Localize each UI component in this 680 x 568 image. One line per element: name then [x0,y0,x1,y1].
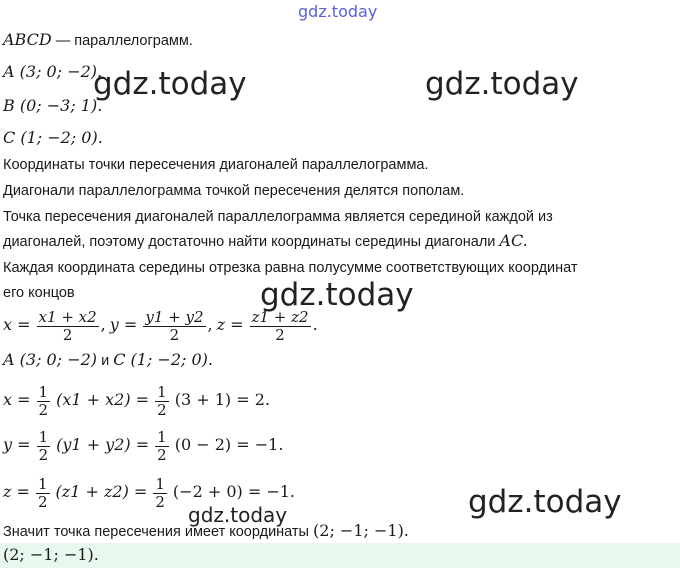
fraction [153,476,167,511]
formula-lhs: x = [3,315,31,334]
given-line [3,30,193,51]
formula-lhs: x = [3,390,31,409]
separator: . [312,315,318,334]
fraction [37,384,51,419]
formula-lhs: z = [3,482,30,501]
figure-name: ABCD [3,30,52,49]
fraction [250,309,311,344]
fraction-numerator: x1 + x2 [38,307,97,326]
fraction-denominator: 2 [37,492,48,511]
point-b: B (0; −3; 1). [3,96,103,115]
fraction [37,429,51,464]
fraction-numerator: 1 [37,474,48,493]
point-c: C (1; −2; 0). [3,128,103,147]
watermark: gdz.today [93,66,247,102]
fraction-numerator: 1 [38,427,49,446]
formula-lhs: z = [216,315,244,334]
fraction-denominator: 2 [169,325,180,344]
answer-box [0,543,680,568]
point-c-ref: C (1; −2; 0). [113,350,213,369]
text-line: Диагонали параллелограмма точкой пересечения делятся пополам. [3,183,465,199]
fraction [37,309,99,344]
x-calculation [3,380,270,421]
fraction-denominator: 2 [62,325,73,344]
z-calculation [3,472,295,513]
fraction-numerator: 1 [38,382,49,401]
text-line: Каждая координата середины отрезка равна полусумме соответствующих координат [3,260,578,276]
text-fragment: диагоналей, поэтому достаточно найти координаты середины диагонали [3,234,496,250]
formula-lhs: y = [109,315,138,334]
formula-result: (−2 + 0) = −1. [172,482,295,501]
fraction-denominator: 2 [38,400,49,419]
conclusion-line [3,521,409,542]
fraction [143,309,205,344]
conclusion-text: Значит точка пересечения имеет координаты [3,524,309,540]
fraction-denominator: 2 [155,492,165,511]
fraction [36,476,50,511]
y-calculation [3,425,283,466]
midpoint-formula [3,308,318,344]
formula-middle: (y1 + y2) = [56,435,150,454]
separator: , [100,315,106,334]
text-line: Точка пересечения диагоналей параллелограмма является серединой каждой из [3,209,553,225]
fraction-numerator: 1 [155,474,165,493]
fraction [155,429,169,464]
watermark: gdz.today [188,503,288,527]
text-line [3,231,528,252]
conjunction: и [101,353,110,369]
formula-lhs: y = [3,435,31,454]
watermark: gdz.today [468,484,622,520]
point-a-ref: A (3; 0; −2) [3,350,98,369]
points-line [3,350,213,371]
watermark: gdz.today [425,66,579,102]
formula-result: (0 − 2) = −1. [174,435,284,454]
segment-ac: AC. [499,231,528,250]
text-line: его концов [3,285,75,301]
text-line: Координаты точки пересечения диагоналей параллелограмма. [3,157,429,173]
conclusion-value: (2; −1; −1). [313,521,409,540]
fraction [155,384,169,419]
fraction-numerator: y1 + y2 [145,307,204,326]
formula-result: (3 + 1) = 2. [174,390,270,409]
formula-middle: (z1 + z2) = [55,482,148,501]
fraction-denominator: 2 [157,445,167,464]
given-text: — параллелограмм. [55,33,193,49]
separator: , [207,315,213,334]
fraction-numerator: 1 [157,427,167,446]
formula-middle: (x1 + x2) = [56,390,150,409]
fraction-numerator: z1 + z2 [251,307,309,326]
fraction-denominator: 2 [38,445,49,464]
point-a: A (3; 0; −2). [3,62,103,81]
watermark: gdz.today [260,277,414,313]
fraction-denominator: 2 [157,400,167,419]
fraction-denominator: 2 [275,325,285,344]
fraction-numerator: 1 [157,382,167,401]
watermark-top: gdz.today [298,2,378,21]
answer-value: (2; −1; −1). [3,545,99,564]
